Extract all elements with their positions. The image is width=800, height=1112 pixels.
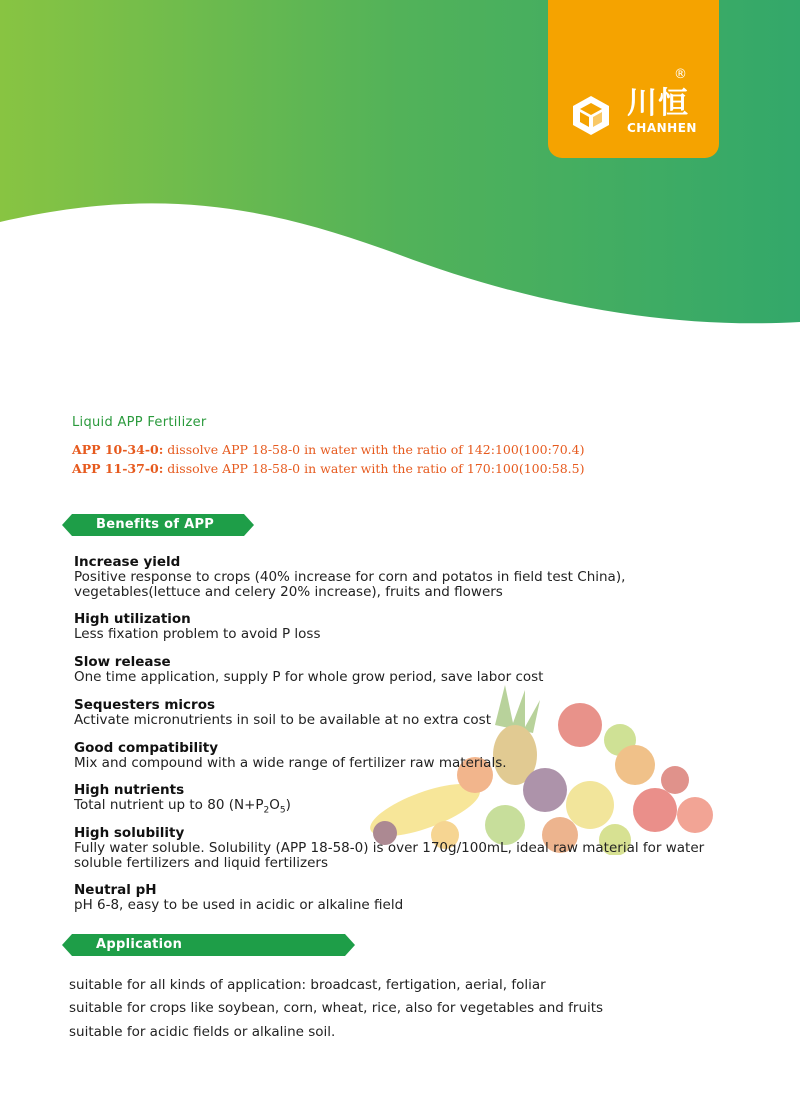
- benefit-title: Increase yield: [74, 554, 181, 570]
- benefit-item: [74, 698, 764, 728]
- ratio-line-2: [72, 461, 584, 476]
- ratio-label: APP 11-37-0:: [72, 461, 164, 476]
- benefit-desc: Mix and compound with a wide range of fertilizer raw materials.: [74, 755, 507, 771]
- benefit-item: [74, 655, 764, 685]
- benefit-desc: vegetables(lettuce and celery 20% increase), fruits and flowers: [74, 583, 503, 600]
- benefit-item: [74, 826, 764, 870]
- benefit-desc: pH 6-8, easy to be used in acidic or alkaline field: [74, 897, 404, 913]
- benefits-heading-banner: [62, 514, 254, 536]
- benefits-heading: Benefits of APP: [96, 517, 215, 532]
- application-line: suitable for crops like soybean, corn, wheat, rice, also for vegetables and fruits: [69, 1000, 604, 1016]
- benefit-title: Good compatibility: [74, 740, 218, 756]
- benefit-title: Slow release: [74, 654, 171, 670]
- ratio-text: dissolve APP 18-58-0 in water with the ratio of 142:100(100:70.4): [163, 442, 585, 457]
- benefit-item: [74, 883, 764, 913]
- brand-name-en: CHANHEN: [627, 121, 697, 135]
- brand-name-cn: 川恒: [627, 86, 689, 121]
- benefit-title: Neutral pH: [74, 882, 157, 898]
- benefit-desc: Less fixation problem to avoid P loss: [74, 626, 321, 642]
- ratio-line-1: [72, 442, 584, 457]
- application-line: suitable for acidic fields or alkaline soil.: [69, 1024, 336, 1040]
- ratio-label: APP 10-34-0:: [72, 442, 164, 457]
- ratio-text: dissolve APP 18-58-0 in water with the ratio of 170:100(100:58.5): [163, 461, 585, 476]
- benefit-title: High nutrients: [74, 782, 185, 798]
- benefit-desc: Activate micronutrients in soil to be available at no extra cost: [74, 712, 491, 728]
- benefit-desc: Fully water soluble. Solubility (APP 18-58-0) is over 170g/100mL, ideal raw material for water: [74, 840, 705, 856]
- benefit-item: [74, 555, 764, 599]
- benefit-title: High utilization: [74, 611, 191, 627]
- benefit-desc: Positive response to crops (40% increase for corn and potatos in field test China),: [74, 569, 626, 585]
- benefit-desc: soluble fertilizers and liquid fertilizers: [74, 854, 328, 871]
- benefit-item: [74, 741, 764, 771]
- product-title: Liquid APP Fertilizer: [72, 415, 207, 430]
- application-heading: Application: [96, 937, 183, 952]
- cube-logo-icon: [570, 94, 612, 136]
- application-line: suitable for all kinds of application: broadcast, fertigation, aerial, foliar: [69, 977, 546, 993]
- benefit-item: [74, 612, 764, 642]
- benefit-item: [74, 783, 764, 818]
- benefit-desc: One time application, supply P for whole grow period, save labor cost: [74, 669, 544, 685]
- application-heading-banner: [62, 934, 355, 956]
- brand-logo: [548, 0, 719, 158]
- registered-mark: ®: [674, 67, 687, 82]
- benefit-desc: Total nutrient up to 80 $(N+P_2O_5)$: [74, 797, 291, 816]
- benefit-title: Sequesters micros: [74, 697, 216, 713]
- benefit-title: High solubility: [74, 825, 185, 841]
